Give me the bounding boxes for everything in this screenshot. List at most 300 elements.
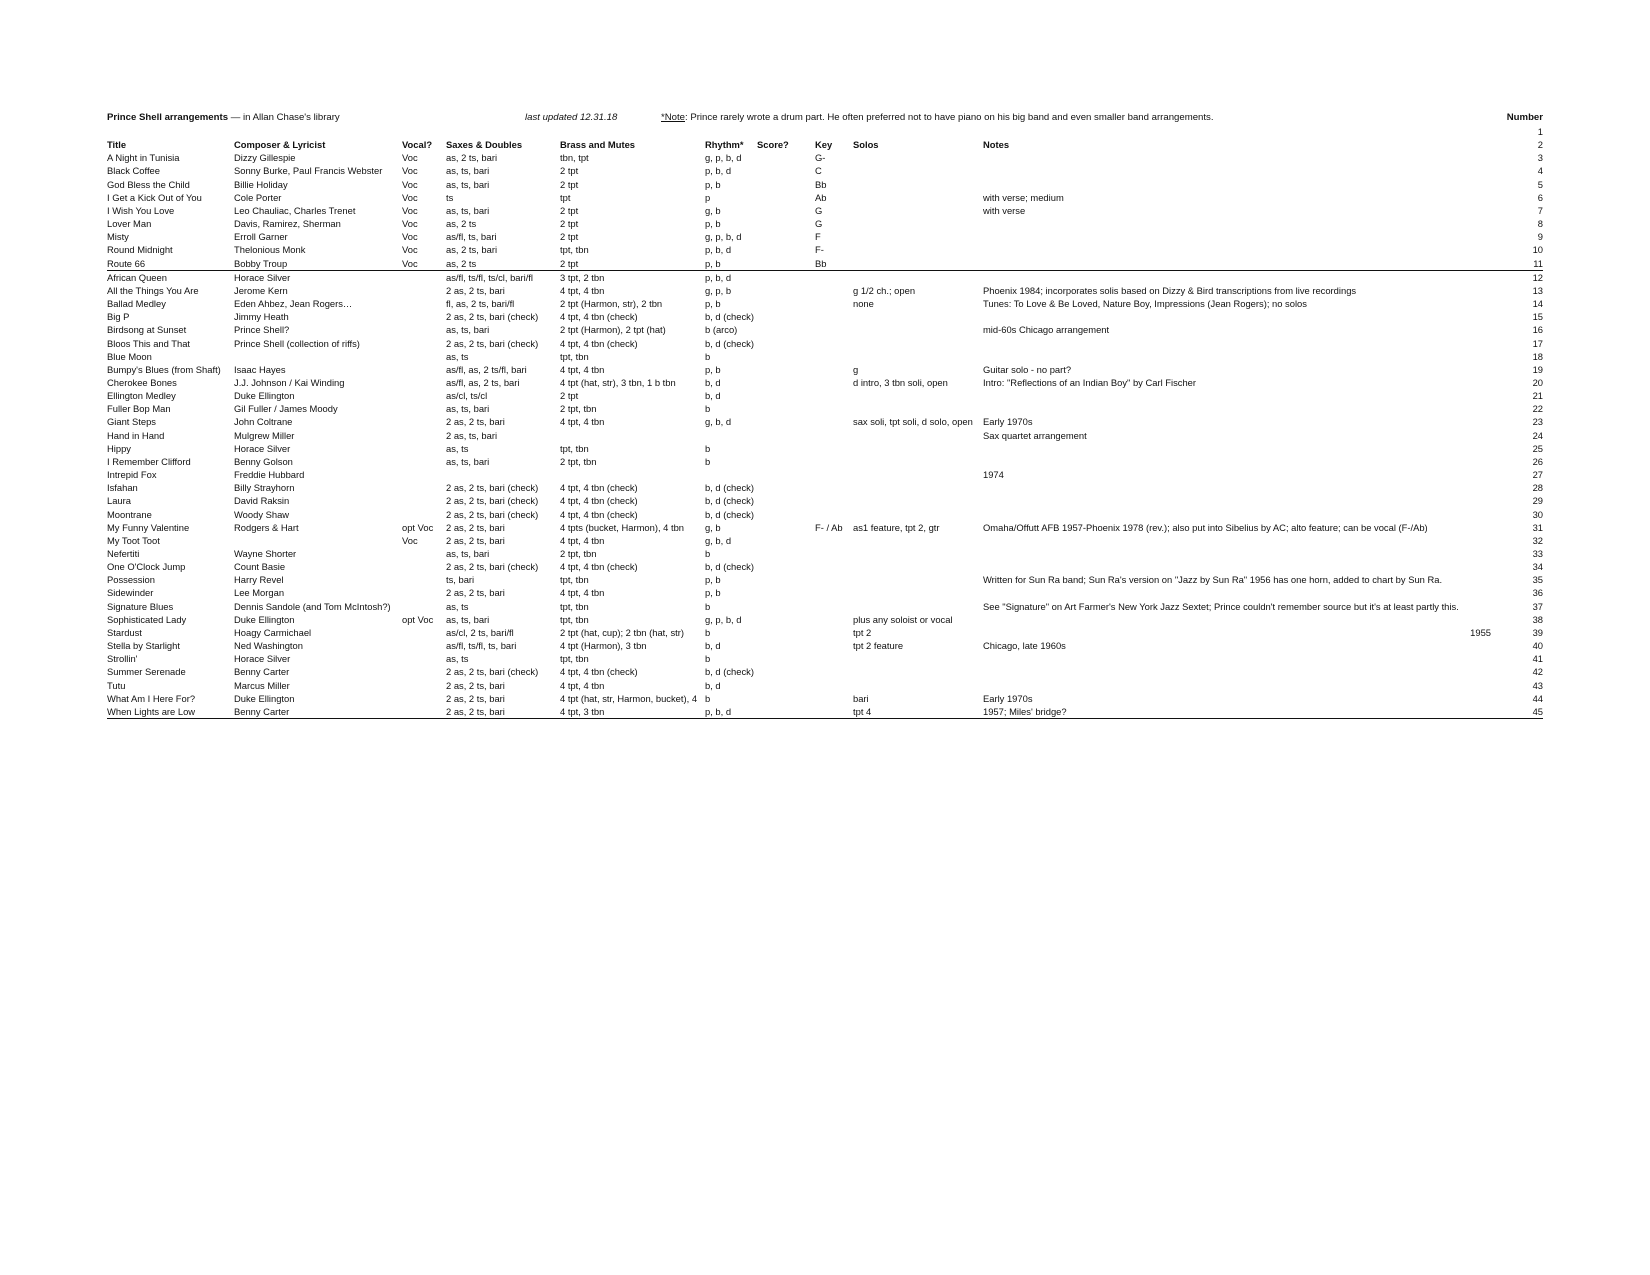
cell-composer: Duke Ellington: [234, 390, 295, 402]
table-row: [107, 191, 1543, 204]
row-number: 31: [1532, 521, 1543, 533]
cell-rhythm: b: [705, 653, 711, 665]
cell-vocal: Voc: [402, 152, 418, 164]
table-row: [107, 626, 1543, 639]
cell-rhythm: b: [705, 626, 711, 638]
cell-saxes: 2 as, 2 ts, bari: [446, 705, 505, 717]
cell-title: Ballad Medley: [107, 298, 166, 310]
cell-rhythm: p, b, d: [705, 271, 732, 283]
table-row: [107, 652, 1543, 665]
sheet-subtitle: — in Allan Chase's library: [230, 112, 340, 123]
table-row: [107, 560, 1543, 573]
table-row: [107, 337, 1543, 350]
cell-vocal: Voc: [402, 231, 418, 243]
cell-rhythm: g, p, b, d: [705, 152, 742, 164]
cell-key: G-: [815, 152, 826, 164]
table-row: [107, 402, 1543, 415]
cell-solos: bari: [853, 692, 869, 704]
cell-saxes: 2 as, 2 ts, bari (check): [446, 666, 539, 678]
cell-title: One O'Clock Jump: [107, 561, 186, 573]
cell-notes: with verse; medium: [983, 191, 1064, 203]
cell-vocal: Voc: [402, 257, 418, 269]
cell-brass: 2 tpt, tbn: [560, 403, 597, 415]
blank-row: [107, 125, 1543, 138]
cell-saxes: as, ts, bari: [446, 165, 490, 177]
cell-rhythm: b, d (check): [705, 666, 754, 678]
cell-brass: 4 tpt, 4 tbn (check): [560, 561, 638, 573]
cell-composer: John Coltrane: [234, 416, 293, 428]
cell-title: Moontrane: [107, 508, 152, 520]
cell-brass: 2 tpt (hat, cup); 2 tbn (hat, str): [560, 626, 685, 638]
cell-rhythm: b, d: [705, 679, 721, 691]
cell-composer: Billie Holiday: [234, 178, 288, 190]
cell-brass: 3 tpt, 2 tbn: [560, 271, 605, 283]
cell-saxes: as, ts, bari: [446, 324, 490, 336]
cell-title: Birdsong at Sunset: [107, 324, 187, 336]
row-number: 44: [1532, 692, 1543, 704]
cell-brass: tpt, tbn: [560, 244, 589, 256]
cell-saxes: as, ts, bari: [446, 178, 490, 190]
cell-composer: Rodgers & Hart: [234, 521, 299, 533]
cell-composer: Ned Washington: [234, 640, 303, 652]
cell-title: Big P: [107, 311, 130, 323]
row-number: 10: [1532, 244, 1543, 256]
cell-title: Hand in Hand: [107, 429, 165, 441]
cell-brass: tpt, tbn: [560, 442, 589, 454]
cell-title: Fuller Bop Man: [107, 403, 171, 415]
cell-rhythm: p, b, d: [705, 705, 732, 717]
cell-notes: Intro: "Reflections of an Indian Boy" by Carl Fischer: [983, 376, 1197, 388]
cell-vocal: Voc: [402, 244, 418, 256]
table-row: [107, 600, 1543, 613]
row-number: 7: [1537, 204, 1543, 216]
cell-title: Bloos This and That: [107, 337, 191, 349]
cell-brass: 4 tpt, 3 tbn: [560, 705, 605, 717]
row-number: 38: [1532, 613, 1543, 625]
cell-saxes: as/fl, as, 2 ts/fl, bari: [446, 363, 527, 375]
cell-composer: Horace Silver: [234, 271, 291, 283]
row-number: 23: [1532, 416, 1543, 428]
cell-saxes: 2 as, 2 ts, bari (check): [446, 337, 539, 349]
table-row: [107, 508, 1543, 521]
cell-brass: 4 tpt (hat, str, Harmon, bucket), 4: [560, 692, 698, 704]
table-row: [107, 204, 1543, 217]
cell-composer: Wayne Shorter: [234, 548, 297, 559]
cell-title: Stardust: [107, 626, 142, 638]
cell-title: When Lights are Low: [107, 705, 196, 717]
cell-saxes: as, ts, bari: [446, 613, 490, 625]
row-number: 28: [1532, 482, 1543, 494]
row-number: 8: [1537, 218, 1543, 230]
cell-key: Bb: [815, 257, 827, 269]
cell-title: Possession: [107, 574, 155, 586]
cell-solos: tpt 2 feature: [853, 640, 904, 652]
cell-title: Round Midnight: [107, 244, 173, 256]
cell-saxes: as/cl, 2 ts, bari/fl: [446, 626, 514, 638]
cell-composer: Horace Silver: [234, 653, 291, 665]
row-number: 30: [1532, 508, 1543, 520]
table-row: [107, 297, 1543, 310]
col-saxes: Saxes & Doubles: [446, 139, 523, 151]
table-row: [107, 376, 1543, 389]
cell-rhythm: p, b: [705, 363, 721, 375]
cell-vocal: Voc: [402, 534, 418, 546]
cell-saxes: 2 as, 2 ts, bari: [446, 284, 505, 296]
drum-note: [661, 112, 1214, 123]
cell-title: Sophisticated Lady: [107, 613, 187, 625]
cell-composer: Woody Shaw: [234, 508, 290, 520]
row-number: 3: [1537, 152, 1543, 164]
cell-saxes: as/fl, ts/fl, ts/cl, bari/fl: [446, 271, 533, 283]
table-row: [107, 284, 1543, 297]
cell-notes: Phoenix 1984; incorporates solis based on Dizzy & Bird transcriptions from live recordings: [983, 284, 1357, 296]
table-row: [107, 310, 1543, 323]
cell-brass: 2 tpt (Harmon, str), 2 tbn: [560, 298, 663, 310]
cell-brass: 4 tpt, 4 tbn (check): [560, 482, 638, 494]
cell-rhythm: b: [705, 600, 711, 612]
cell-brass: tpt, tbn: [560, 600, 589, 612]
table-row: [107, 705, 1543, 719]
table-row: [107, 230, 1543, 243]
cell-saxes: 2 as, ts, bari: [446, 429, 498, 441]
cell-brass: 2 tpt (Harmon), 2 tpt (hat): [560, 324, 666, 336]
cell-rhythm: g, b: [705, 521, 721, 533]
sheet-title-bold: Prince Shell arrangements: [107, 112, 229, 123]
row-number: 20: [1532, 376, 1543, 388]
cell-composer: Dennis Sandole (and Tom McIntosh?): [234, 600, 391, 612]
row-number: 37: [1532, 600, 1543, 612]
number-column-label: Number: [1506, 112, 1543, 123]
row-number: 43: [1532, 679, 1543, 691]
cell-title: Nefertiti: [107, 548, 140, 559]
cell-saxes: as, 2 ts, bari: [446, 152, 498, 164]
table-row: [107, 442, 1543, 455]
cell-composer: Benny Carter: [234, 666, 290, 678]
cell-rhythm: g, p, b, d: [705, 613, 742, 625]
cell-solos: g: [853, 363, 859, 375]
cell-saxes: 2 as, 2 ts, bari: [446, 416, 505, 428]
cell-brass: 4 tpt (Harmon), 3 tbn: [560, 640, 647, 652]
table-row: [107, 257, 1543, 271]
cell-brass: tpt, tbn: [560, 574, 589, 586]
cell-rhythm: b, d (check): [705, 482, 754, 494]
table-row: [107, 151, 1543, 164]
cell-composer: Count Basie: [234, 561, 286, 573]
cell-saxes: 2 as, 2 ts, bari: [446, 534, 505, 546]
cell-solos: none: [853, 298, 874, 310]
cell-rhythm: p, b: [705, 574, 721, 586]
cell-brass: tpt, tbn: [560, 653, 589, 665]
table-row: [107, 547, 1543, 560]
cell-composer: Duke Ellington: [234, 692, 295, 704]
cell-brass: 4 tpt, 4 tbn (check): [560, 495, 638, 507]
cell-title: Route 66: [107, 257, 146, 269]
row-number: 14: [1532, 298, 1543, 310]
row-number: 26: [1532, 455, 1543, 467]
cell-saxes: as/fl, ts/fl, ts, bari: [446, 640, 517, 652]
row-number: 6: [1537, 191, 1543, 203]
row-number: 2: [1537, 139, 1543, 151]
cell-solos: sax soli, tpt soli, d solo, open: [853, 416, 973, 428]
cell-vocal: Voc: [402, 165, 418, 177]
cell-saxes: as, ts, bari: [446, 455, 490, 467]
cell-composer: Eden Ahbez, Jean Rogers…: [234, 298, 353, 310]
cell-saxes: 2 as, 2 ts, bari: [446, 692, 505, 704]
cell-saxes: ts, bari: [446, 574, 475, 586]
cell-composer: Bobby Troup: [234, 257, 288, 269]
cell-key: G: [815, 218, 823, 230]
cell-rhythm: p, b: [705, 298, 721, 310]
row-number: 16: [1532, 324, 1543, 336]
cell-key: F- / Ab: [815, 521, 843, 533]
row-number: 15: [1532, 311, 1543, 323]
table-row: [107, 178, 1543, 191]
cell-brass: 4 tpt, 4 tbn: [560, 363, 605, 375]
table-row: [107, 573, 1543, 586]
cell-brass: 2 tpt, tbn: [560, 455, 597, 467]
table-row: [107, 429, 1543, 442]
cell-rhythm: g, b, d: [705, 416, 732, 428]
table-row: [107, 323, 1543, 336]
table-row: [107, 164, 1543, 177]
cell-composer: Freddie Hubbard: [234, 469, 305, 481]
cell-brass: 2 tpt: [560, 165, 579, 177]
cell-composer: Duke Ellington: [234, 613, 295, 625]
cell-title: Misty: [107, 231, 129, 243]
cell-title: African Queen: [107, 271, 167, 283]
col-key: Key: [815, 139, 833, 151]
cell-brass: 2 tpt: [560, 257, 579, 269]
cell-title: Laura: [107, 495, 131, 507]
row-number: 18: [1532, 350, 1543, 362]
col-composer: Composer & Lyricist: [234, 139, 326, 151]
cell-composer: Sonny Burke, Paul Francis Webster: [234, 165, 383, 177]
cell-rhythm: b: [705, 442, 711, 454]
cell-rhythm: b, d (check): [705, 311, 754, 323]
cell-composer: J.J. Johnson / Kai Winding: [234, 376, 345, 388]
row-number: 17: [1532, 337, 1543, 349]
cell-vocal: opt Voc: [402, 521, 434, 533]
row-number: 11: [1533, 257, 1543, 269]
cell-notes: Early 1970s: [983, 416, 1033, 428]
sheet-title: [107, 112, 340, 123]
cell-brass: 2 tpt: [560, 218, 579, 230]
cell-title: Ellington Medley: [107, 390, 176, 402]
cell-saxes: 2 as, 2 ts, bari (check): [446, 311, 539, 323]
row-number: 32: [1532, 534, 1543, 546]
cell-saxes: as, ts, bari: [446, 548, 490, 559]
cell-key: C: [815, 165, 822, 177]
table-row: [107, 455, 1543, 468]
column-header-row: [107, 138, 1543, 151]
cell-saxes: as/cl, ts/cl: [446, 390, 488, 402]
row-number: 24: [1532, 429, 1543, 441]
cell-composer: Lee Morgan: [234, 587, 285, 599]
cell-notes: Sax quartet arrangement: [983, 429, 1087, 441]
table-row: [107, 363, 1543, 376]
row-number: 21: [1532, 390, 1543, 402]
cell-notes: Written for Sun Ra band; Sun Ra's version on "Jazz by Sun Ra" 1956 has one horn, added to chart by Sun Ra.: [983, 574, 1443, 586]
cell-composer: Thelonious Monk: [234, 244, 306, 256]
cell-brass: 4 tpt, 4 tbn (check): [560, 508, 638, 520]
cell-solos: d intro, 3 tbn soli, open: [853, 376, 948, 388]
cell-key: F-: [815, 244, 824, 256]
cell-brass: 4 tpt (hat, str), 3 tbn, 1 b tbn: [560, 376, 676, 388]
table-row: [107, 415, 1543, 428]
note-text: : Prince rarely wrote a drum part. He often preferred not to have piano on his big band and even smaller band arrangements.: [685, 112, 1214, 123]
cell-saxes: as, ts, bari: [446, 204, 490, 216]
row-number: 36: [1532, 587, 1543, 599]
cell-rhythm: b: [705, 548, 711, 559]
cell-title: My Funny Valentine: [107, 521, 190, 533]
cell-rhythm: p, b: [705, 587, 721, 599]
cell-composer: Harry Revel: [234, 574, 284, 586]
cell-title: Signature Blues: [107, 600, 174, 612]
sheet-header: [107, 112, 1543, 125]
col-brass: Brass and Mutes: [560, 139, 636, 151]
cell-composer: Erroll Garner: [234, 231, 288, 243]
row-number: 1: [1537, 126, 1543, 137]
cell-title: Blue Moon: [107, 350, 152, 362]
row-number: 27: [1532, 469, 1543, 481]
cell-saxes: as, ts: [446, 442, 469, 454]
cell-key: F: [815, 231, 821, 243]
col-rhythm: Rhythm*: [705, 139, 744, 151]
cell-composer: Davis, Ramirez, Sherman: [234, 218, 341, 230]
cell-composer: Prince Shell (collection of riffs): [234, 337, 360, 349]
cell-saxes: as, ts: [446, 653, 469, 665]
cell-rhythm: p, b, d: [705, 244, 732, 256]
cell-composer: Prince Shell?: [234, 324, 290, 336]
col-title: Title: [107, 139, 127, 151]
cell-saxes: 2 as, 2 ts, bari: [446, 587, 505, 599]
cell-vocal: opt Voc: [402, 613, 434, 625]
cell-composer: Gil Fuller / James Moody: [234, 403, 338, 415]
cell-saxes: 2 as, 2 ts, bari (check): [446, 508, 539, 520]
cell-brass: 2 tpt: [560, 390, 579, 402]
cell-rhythm: b: [705, 350, 711, 362]
row-number: 22: [1532, 403, 1543, 415]
cell-rhythm: p: [705, 191, 711, 203]
cell-title: I Get a Kick Out of You: [107, 191, 202, 203]
cell-brass: 4 tpt, 4 tbn: [560, 416, 605, 428]
cell-title: A Night in Tunisia: [107, 152, 180, 164]
cell-title: Cherokee Bones: [107, 376, 177, 388]
cell-title: Sidewinder: [107, 587, 154, 599]
cell-brass: tbn, tpt: [560, 152, 589, 164]
row-number: 12: [1532, 271, 1543, 283]
cell-title: Isfahan: [107, 482, 138, 494]
col-vocal: Vocal?: [402, 139, 433, 151]
table-row: [107, 494, 1543, 507]
cell-solos: tpt 4: [853, 705, 872, 717]
cell-title: Stella by Starlight: [107, 640, 180, 652]
row-number: 41: [1532, 653, 1543, 665]
row-number: 39: [1532, 626, 1543, 638]
cell-notes: Guitar solo - no part?: [983, 363, 1072, 375]
cell-rhythm: p, b: [705, 218, 721, 230]
cell-saxes: as/fl, ts, bari: [446, 231, 497, 243]
cell-saxes: 2 as, 2 ts, bari (check): [446, 561, 539, 573]
row-number: 45: [1532, 705, 1543, 717]
cell-notes: 1974: [983, 469, 1004, 481]
cell-rhythm: b, d: [705, 376, 721, 388]
cell-saxes: 2 as, 2 ts, bari (check): [446, 482, 539, 494]
cell-rhythm: b, d (check): [705, 561, 754, 573]
cell-key: Bb: [815, 178, 827, 190]
cell-solos: g 1/2 ch.; open: [853, 284, 916, 296]
row-number: 19: [1532, 363, 1543, 375]
col-notes: Notes: [983, 139, 1010, 151]
cell-title: I Remember Clifford: [107, 455, 191, 467]
cell-composer: David Raksin: [234, 495, 290, 507]
table-row: [107, 679, 1543, 692]
table-row: [107, 521, 1543, 534]
cell-key: Ab: [815, 191, 827, 203]
table-row: [107, 217, 1543, 230]
table-row: [107, 271, 1543, 284]
cell-title: Giant Steps: [107, 416, 156, 428]
cell-title: Intrepid Fox: [107, 469, 157, 481]
cell-composer: Horace Silver: [234, 442, 291, 454]
row-number: 5: [1537, 178, 1543, 190]
cell-saxes: as, 2 ts: [446, 218, 477, 230]
cell-brass: tpt: [560, 191, 571, 203]
cell-title: Lover Man: [107, 218, 152, 230]
cell-key: G: [815, 204, 823, 216]
cell-rhythm: g, b, d: [705, 534, 732, 546]
last-updated: last updated 12.31.18: [525, 112, 618, 123]
cell-saxes: as, 2 ts, bari: [446, 244, 498, 256]
cell-vocal: Voc: [402, 218, 418, 230]
table-row: [107, 468, 1543, 481]
col-solos: Solos: [853, 139, 879, 151]
cell-solos: tpt 2: [853, 626, 872, 638]
cell-brass: tpt, tbn: [560, 350, 589, 362]
row-number: 29: [1532, 495, 1543, 507]
row-number: 13: [1532, 284, 1543, 296]
row-number: 4: [1537, 165, 1543, 177]
cell-notes: See "Signature" on Art Farmer's New York Jazz Sextet; Prince couldn't remember source but it's at least partly this.: [983, 600, 1459, 612]
cell-notes: Omaha/Offutt AFB 1957-Phoenix 1978 (rev.); also put into Sibelius by AC; alto feature; can be vocal (F-/Ab): [983, 521, 1428, 533]
cell-brass: 2 tpt: [560, 204, 579, 216]
cell-title: Bumpy's Blues (from Shaft): [107, 363, 221, 375]
cell-saxes: as, ts, bari: [446, 403, 490, 415]
row-number: 25: [1532, 442, 1543, 454]
cell-brass: 4 tpt, 4 tbn (check): [560, 337, 638, 349]
cell-title: God Bless the Child: [107, 178, 190, 190]
table-body: [107, 151, 1543, 719]
cell-notes: Early 1970s: [983, 692, 1033, 704]
cell-composer: Cole Porter: [234, 191, 282, 203]
cell-brass: 4 tpts (bucket, Harmon), 4 tbn: [560, 521, 685, 533]
table-row: [107, 586, 1543, 599]
table-row: [107, 665, 1543, 678]
cell-composer: Leo Chauliac, Charles Trenet: [234, 204, 356, 216]
row-number: 34: [1532, 561, 1543, 573]
cell-title: My Toot Toot: [107, 534, 160, 546]
cell-rhythm: b (arco): [705, 324, 738, 336]
cell-title: Black Coffee: [107, 165, 160, 177]
cell-saxes: as, 2 ts: [446, 257, 477, 269]
cell-vocal: Voc: [402, 191, 418, 203]
cell-saxes: as/fl, as, 2 ts, bari: [446, 376, 520, 388]
cell-notes: Tunes: To Love & Be Loved, Nature Boy, Impressions (Jean Rogers); no solos: [983, 298, 1307, 310]
cell-rhythm: b, d (check): [705, 495, 754, 507]
cell-title: Summer Serenade: [107, 666, 186, 678]
cell-saxes: as, ts: [446, 600, 469, 612]
table-row: [107, 350, 1543, 363]
